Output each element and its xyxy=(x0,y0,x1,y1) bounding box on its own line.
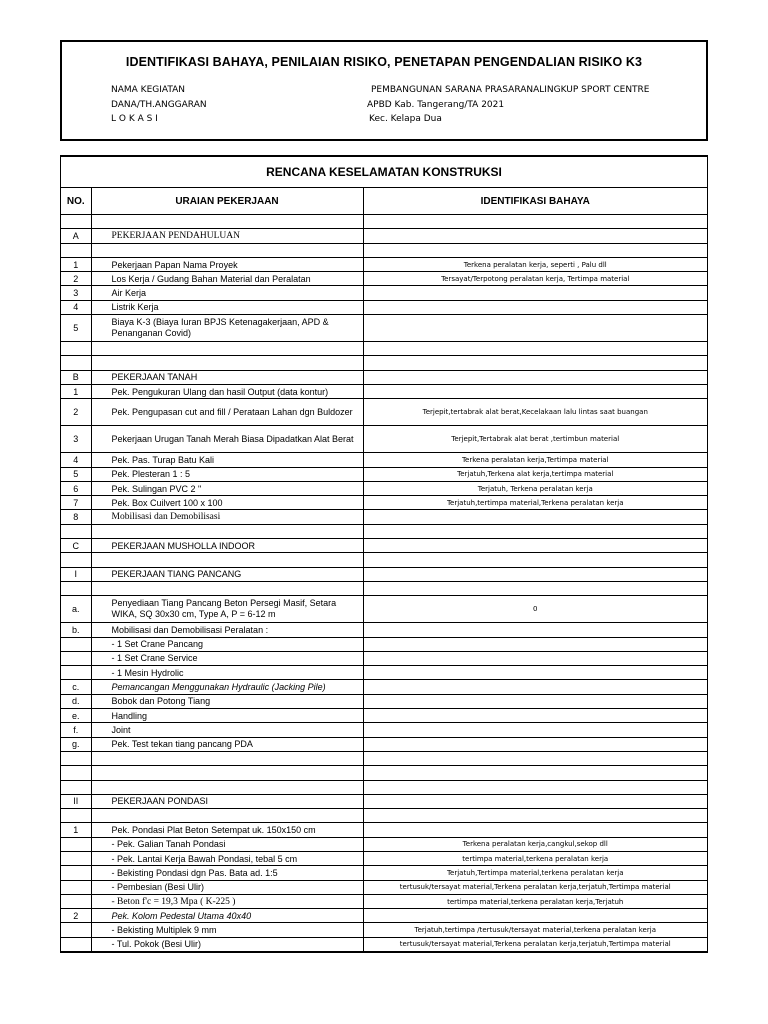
table-row xyxy=(61,623,707,637)
table-row xyxy=(61,751,707,765)
row-hazard: tertimpa material,terkena peralatan kerja xyxy=(363,851,707,865)
table-row xyxy=(61,426,707,453)
table-row xyxy=(61,399,707,426)
row-number: 5 xyxy=(61,315,91,342)
row-description: - Beton f'c = 19,3 Mpa ( K-225 ) xyxy=(91,894,363,908)
row-number: d. xyxy=(61,694,91,708)
row-number: c. xyxy=(61,680,91,694)
row-number xyxy=(61,666,91,680)
row-number: 7 xyxy=(61,496,91,510)
table-row xyxy=(61,709,707,723)
table-row xyxy=(61,651,707,665)
row-hazard: Terjatuh,tertimpa material,Terkena peralatan kerja xyxy=(363,496,707,510)
row-number xyxy=(61,524,91,538)
row-hazard xyxy=(363,315,707,342)
row-hazard xyxy=(363,286,707,300)
row-description xyxy=(91,342,363,356)
row-description: Pek. Box Cuilvert 100 x 100 xyxy=(91,496,363,510)
row-number xyxy=(61,553,91,567)
row-description: Pek. Kolom Pedestal Utama 40x40 xyxy=(91,909,363,923)
table-row xyxy=(61,809,707,823)
row-hazard: Terjatuh,tertimpa /tertusuk/tersayat material,terkena peralatan kerja xyxy=(363,923,707,937)
row-hazard: Terkena peralatan kerja, seperti , Palu dll xyxy=(363,257,707,271)
row-number xyxy=(61,766,91,780)
table-row xyxy=(61,780,707,794)
table-row xyxy=(61,923,707,937)
row-hazard: Terjepit,tertabrak alat berat,Kecelakaan lalu lintas saat buangan xyxy=(363,399,707,426)
table-row xyxy=(61,384,707,398)
row-hazard xyxy=(363,637,707,651)
row-number xyxy=(61,342,91,356)
row-number xyxy=(61,581,91,595)
row-description: Joint xyxy=(91,723,363,737)
row-number xyxy=(61,243,91,257)
row-number: 1 xyxy=(61,257,91,271)
row-description: - Bekisting Pondasi dgn Pas. Bata ad. 1:5 xyxy=(91,866,363,880)
field-label-dana: DANA/TH.ANGGARAN xyxy=(111,100,207,110)
row-hazard xyxy=(363,567,707,581)
row-number: 2 xyxy=(61,399,91,426)
row-hazard xyxy=(363,751,707,765)
row-description: Pek. Test tekan tiang pancang PDA xyxy=(91,737,363,751)
row-description xyxy=(91,215,363,229)
document-header xyxy=(60,40,708,141)
row-description: Mobilisasi dan Demobilisasi Peralatan : xyxy=(91,623,363,637)
row-description: Pemancangan Menggunakan Hydraulic (Jacking Pile) xyxy=(91,680,363,694)
row-description: - 1 Set Crane Pancang xyxy=(91,637,363,651)
table-row xyxy=(61,866,707,880)
field-label-lokasi: L O K A S I xyxy=(111,114,158,124)
document-title: IDENTIFIKASI BAHAYA, PENILAIAN RISIKO, PENETAPAN PENGENDALIAN RISIKO K3 xyxy=(125,55,643,69)
row-description xyxy=(91,809,363,823)
row-hazard: Terkena peralatan kerja,cangkul,sekop dll xyxy=(363,837,707,851)
row-number xyxy=(61,894,91,908)
row-hazard xyxy=(363,539,707,553)
row-description: Air Kerja xyxy=(91,286,363,300)
row-description xyxy=(91,356,363,370)
table-row xyxy=(61,723,707,737)
table-header-row xyxy=(61,188,707,215)
row-number: 2 xyxy=(61,272,91,286)
table-row xyxy=(61,370,707,384)
table-row xyxy=(61,837,707,851)
row-description: PEKERJAAN PONDASI xyxy=(91,794,363,808)
table-row xyxy=(61,467,707,481)
row-hazard: Tersayat/Terpotong peralatan kerja, Tertimpa material xyxy=(363,272,707,286)
row-hazard: 0 xyxy=(363,596,707,623)
col-header-bahaya: IDENTIFIKASI BAHAYA xyxy=(363,188,707,215)
row-number: C xyxy=(61,539,91,553)
row-hazard xyxy=(363,909,707,923)
row-hazard: Terjatuh, Terkena peralatan kerja xyxy=(363,481,707,495)
row-number: 4 xyxy=(61,453,91,467)
row-hazard xyxy=(363,581,707,595)
table-row xyxy=(61,286,707,300)
row-description: Pekerjaan Urugan Tanah Merah Biasa Dipadatkan Alat Berat xyxy=(91,426,363,453)
row-number: a. xyxy=(61,596,91,623)
field-value-nama-kegiatan: PEMBANGUNAN SARANA PRASARANALINGKUP SPORT CENTRE xyxy=(371,85,650,95)
row-number: e. xyxy=(61,709,91,723)
row-hazard: Terkena peralatan kerja,Tertimpa material xyxy=(363,453,707,467)
row-number: B xyxy=(61,370,91,384)
row-number: 1 xyxy=(61,384,91,398)
table-row xyxy=(61,243,707,257)
table-row xyxy=(61,272,707,286)
row-description: - Bekisting Multiplek 9 mm xyxy=(91,923,363,937)
table-row xyxy=(61,453,707,467)
row-number: A xyxy=(61,229,91,243)
field-value-dana: APBD Kab. Tangerang/TA 2021 xyxy=(367,100,505,110)
row-description: PEKERJAAN TIANG PANCANG xyxy=(91,567,363,581)
table-row xyxy=(61,637,707,651)
row-hazard xyxy=(363,623,707,637)
row-number xyxy=(61,809,91,823)
row-number: 3 xyxy=(61,426,91,453)
row-number xyxy=(61,923,91,937)
table-row xyxy=(61,581,707,595)
table-row xyxy=(61,823,707,837)
row-number: b. xyxy=(61,623,91,637)
row-hazard: tertusuk/tersayat material,Terkena peralatan kerja,terjatuh,Tertimpa material xyxy=(363,937,707,951)
table-row xyxy=(61,356,707,370)
row-hazard xyxy=(363,794,707,808)
row-description xyxy=(91,780,363,794)
row-number: g. xyxy=(61,737,91,751)
table-row xyxy=(61,481,707,495)
table-row xyxy=(61,553,707,567)
row-hazard: Terjepit,Tertabrak alat berat ,tertimbun material xyxy=(363,426,707,453)
table-row xyxy=(61,851,707,865)
table-row xyxy=(61,794,707,808)
row-description: - Pek. Galian Tanah Pondasi xyxy=(91,837,363,851)
row-hazard xyxy=(363,809,707,823)
table-row xyxy=(61,342,707,356)
row-number xyxy=(61,751,91,765)
row-description xyxy=(91,766,363,780)
row-hazard xyxy=(363,766,707,780)
row-hazard: tertusuk/tersayat material,Terkena peralatan kerja,terjatuh,Tertimpa material xyxy=(363,880,707,894)
row-description: PEKERJAAN PENDAHULUAN xyxy=(91,229,363,243)
row-description: Penyediaan Tiang Pancang Beton Persegi Masif, Setara WIKA, SQ 30x30 cm, Type A, P = 6-12 m xyxy=(91,596,363,623)
row-hazard: tertimpa material,terkena peralatan kerja,Terjatuh xyxy=(363,894,707,908)
table-row xyxy=(61,510,707,524)
row-description xyxy=(91,553,363,567)
row-description: Pek. Plesteran 1 : 5 xyxy=(91,467,363,481)
row-hazard xyxy=(363,553,707,567)
row-description: - 1 Mesin Hydrolic xyxy=(91,666,363,680)
row-number: 4 xyxy=(61,300,91,314)
row-description: Pek. Pengukuran Ulang dan hasil Output (data kontur) xyxy=(91,384,363,398)
table-title: RENCANA KESELAMATAN KONSTRUKSI xyxy=(61,157,707,188)
table-row xyxy=(61,694,707,708)
row-hazard xyxy=(363,680,707,694)
row-number xyxy=(61,851,91,865)
row-hazard xyxy=(363,780,707,794)
row-description: Pek. Pondasi Plat Beton Setempat uk. 150x150 cm xyxy=(91,823,363,837)
row-description xyxy=(91,524,363,538)
row-hazard: Terjatuh,Tertimpa material,terkena peralatan kerja xyxy=(363,866,707,880)
row-number xyxy=(61,215,91,229)
table-row xyxy=(61,766,707,780)
row-number xyxy=(61,356,91,370)
row-description: - Pembesian (Besi Ulir) xyxy=(91,880,363,894)
table-row xyxy=(61,909,707,923)
row-hazard xyxy=(363,823,707,837)
row-hazard xyxy=(363,694,707,708)
row-description: Handling xyxy=(91,709,363,723)
table-row xyxy=(61,524,707,538)
row-number: I xyxy=(61,567,91,581)
row-hazard xyxy=(363,723,707,737)
row-number xyxy=(61,651,91,665)
row-number: 6 xyxy=(61,481,91,495)
row-description: - Pek. Lantai Kerja Bawah Pondasi, tebal 5 cm xyxy=(91,851,363,865)
table-row xyxy=(61,596,707,623)
table-row xyxy=(61,737,707,751)
row-hazard xyxy=(363,342,707,356)
table-row xyxy=(61,937,707,951)
row-description: Pek. Pas. Turap Batu Kali xyxy=(91,453,363,467)
table-row xyxy=(61,880,707,894)
row-description: - 1 Set Crane Service xyxy=(91,651,363,665)
col-header-no: NO. xyxy=(61,188,91,215)
row-number: f. xyxy=(61,723,91,737)
field-value-lokasi: Kec. Kelapa Dua xyxy=(369,114,442,124)
row-number xyxy=(61,866,91,880)
row-number: 8 xyxy=(61,510,91,524)
row-hazard xyxy=(363,215,707,229)
row-hazard: Terjatuh,Terkena alat kerja,tertimpa material xyxy=(363,467,707,481)
table-row xyxy=(61,315,707,342)
row-description: Biaya K-3 (Biaya Iuran BPJS Ketenagakerjaan, APD & Penanganan Covid) xyxy=(91,315,363,342)
row-number: 2 xyxy=(61,909,91,923)
row-hazard xyxy=(363,229,707,243)
table-row xyxy=(61,539,707,553)
row-description: Mobilisasi dan Demobilisasi xyxy=(91,510,363,524)
row-number: 3 xyxy=(61,286,91,300)
row-description xyxy=(91,581,363,595)
table-row xyxy=(61,666,707,680)
row-hazard xyxy=(363,300,707,314)
row-hazard xyxy=(363,510,707,524)
row-hazard xyxy=(363,666,707,680)
k3-table xyxy=(60,155,708,953)
k3-grid xyxy=(61,188,707,952)
row-description: PEKERJAAN TANAH xyxy=(91,370,363,384)
row-hazard xyxy=(363,243,707,257)
row-number: II xyxy=(61,794,91,808)
row-hazard xyxy=(363,384,707,398)
table-row xyxy=(61,496,707,510)
table-row xyxy=(61,567,707,581)
col-header-uraian: URAIAN PEKERJAAN xyxy=(91,188,363,215)
row-number: 5 xyxy=(61,467,91,481)
row-number xyxy=(61,637,91,651)
table-row xyxy=(61,894,707,908)
row-hazard xyxy=(363,370,707,384)
row-description: Pek. Sulingan PVC 2 " xyxy=(91,481,363,495)
row-description: - Tul. Pokok (Besi Ulir) xyxy=(91,937,363,951)
row-description: Pek. Pengupasan cut and fill / Perataan Lahan dgn Buldozer xyxy=(91,399,363,426)
row-description xyxy=(91,243,363,257)
row-hazard xyxy=(363,524,707,538)
row-hazard xyxy=(363,651,707,665)
table-row xyxy=(61,257,707,271)
row-number xyxy=(61,780,91,794)
row-description: Listrik Kerja xyxy=(91,300,363,314)
row-description: Bobok dan Potong Tiang xyxy=(91,694,363,708)
row-number xyxy=(61,937,91,951)
table-row xyxy=(61,229,707,243)
row-description: Pekerjaan Papan Nama Proyek xyxy=(91,257,363,271)
row-hazard xyxy=(363,709,707,723)
row-description xyxy=(91,751,363,765)
field-label-nama-kegiatan: NAMA KEGIATAN xyxy=(111,85,186,95)
row-hazard xyxy=(363,737,707,751)
row-description: PEKERJAAN MUSHOLLA INDOOR xyxy=(91,539,363,553)
row-number xyxy=(61,837,91,851)
table-row xyxy=(61,300,707,314)
row-number xyxy=(61,880,91,894)
row-hazard xyxy=(363,356,707,370)
table-row xyxy=(61,215,707,229)
row-number: 1 xyxy=(61,823,91,837)
table-row xyxy=(61,680,707,694)
row-description: Los Kerja / Gudang Bahan Material dan Peralatan xyxy=(91,272,363,286)
